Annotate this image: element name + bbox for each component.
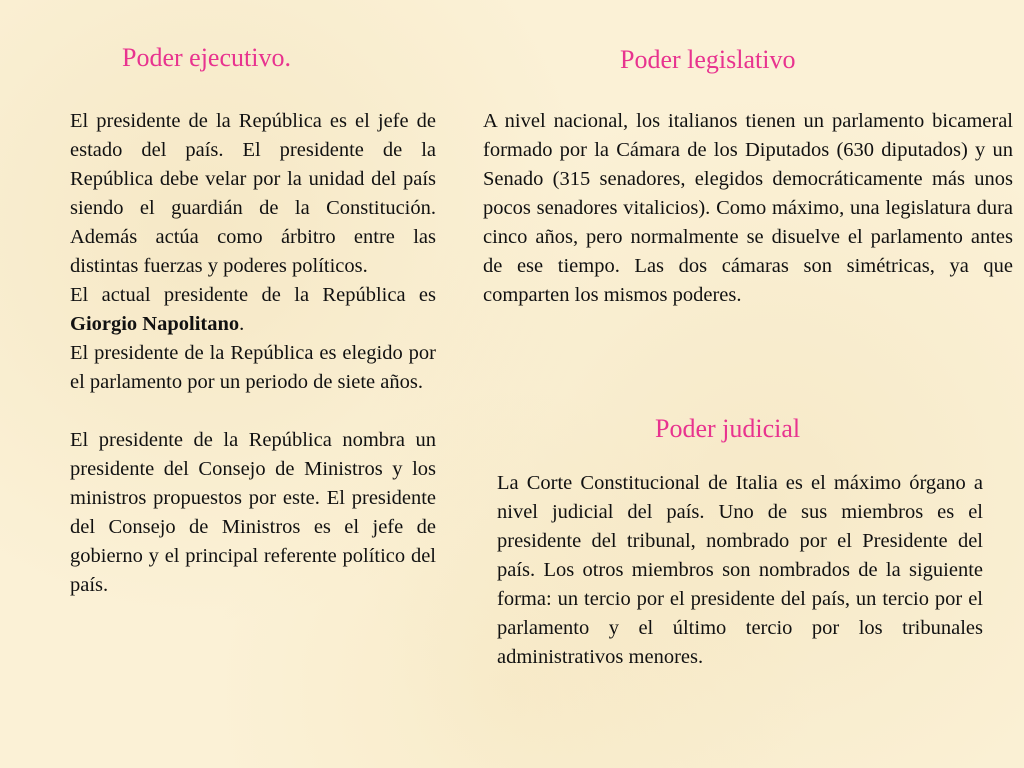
executive-paragraph-2 (70, 281, 436, 339)
judicial-paragraph: La Corte Constitucional de Italia es el máximo órgano a nivel judicial del país. Uno de sus miembros es el presidente del tribunal, nombrado por el Presidente del país. Los otros miembros son nombrados de la siguiente forma: un tercio por el presidente del país, un tercio por el parlamento y el último tercio por los tribunales administrativos menores. (497, 472, 983, 668)
judicial-section (497, 469, 983, 672)
legislative-section (483, 107, 1013, 310)
executive-paragraph-3: El presidente de la República es elegido por el parlamento por un periodo de siete años. (70, 342, 436, 393)
executive-paragraph-1: El presidente de la República es el jefe de estado del país. El presidente de la República debe velar por la unidad del país siendo el guardián de la Constitución. Además actúa como árbitro entre las distintas fuerzas y poderes políticos. (70, 110, 436, 277)
legislative-heading: Poder legislativo (620, 45, 796, 74)
executive-paragraph-4: El presidente de la República nombra un presidente del Consejo de Ministros y los ministros propuestos por este. El presidente del Consejo de Ministros es el jefe de gobierno y el principal referente político del país. (70, 429, 436, 596)
executive-heading: Poder ejecutivo. (122, 43, 291, 72)
legislative-paragraph: A nivel nacional, los italianos tienen un parlamento bicameral formado por la Cámara de los Diputados (630 diputados) y un Senado (315 senadores, elegidos democráticamente más unos pocos senadores vitalicios). Como máximo, una legislatura dura cinco años, pero normalmente se disuelve el parlamento antes de ese tiempo. Las dos cámaras son simétricas, ya que comparten los mismos poderes. (483, 110, 1013, 306)
executive-paragraph-2-prefix: El actual presidente de la República es (70, 284, 436, 306)
judicial-heading: Poder judicial (655, 414, 801, 443)
president-name: Giorgio Napolitano (70, 313, 240, 335)
executive-section (70, 107, 436, 600)
executive-paragraph-2-suffix: . (239, 313, 245, 335)
